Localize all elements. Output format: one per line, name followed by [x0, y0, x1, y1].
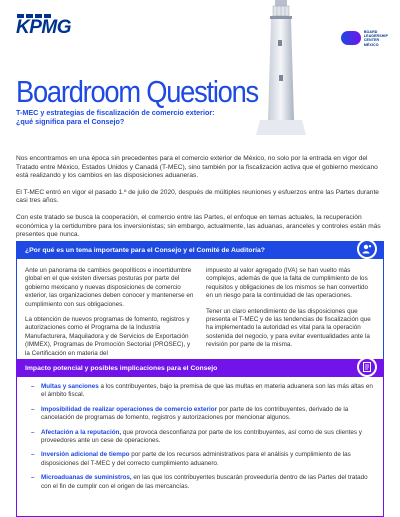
- impact-item-emphasis: Multas y sanciones: [41, 383, 99, 390]
- why-important-left-column: [25, 267, 194, 365]
- impact-item-text: por parte de los recursos administrativos para el análisis y cumplimiento de las disposiciones del T-MEC y del correcto cumplimiento aduanero.: [41, 451, 351, 467]
- body-paragraph: Tener un claro entendimiento de las disposiciones que presenta el T-MEC y de las tendencias de fiscalización que ha implementado la autoridad es vital para la operación sostenida del negocio, y para evitar eventualidades ante la revisión por parte de la misma.: [206, 307, 371, 349]
- impact-heading: Impacto potencial y posibles implicaciones para el Consejo: [25, 365, 218, 372]
- body-paragraph: La obtención de nuevos programas de fomento, registros y autorizaciones como el Programa de la Industria Manufacturera, Maquiladora y de Servicios de Exportación (IMMEX), Programas de Promoción Sectorial (PROSEC), y la Certificación en materia del: [25, 316, 191, 357]
- bullet-dash: –: [31, 383, 35, 390]
- impact-item-text: que provoca desconfianza por parte de los contribuyentes, así como de sus clientes y proveedores ante un cese de operaciones.: [41, 428, 362, 445]
- impact-item-text: por parte de los contribuyentes, derivado de la cancelación de programas de fomento, registros y autorizaciones por mencionar algunos.: [41, 405, 349, 422]
- checklist-icon: [357, 357, 377, 377]
- page-subtitle: [16, 108, 316, 126]
- impact-item-emphasis: Imposibilidad de realizar operaciones de comercio exterior: [41, 405, 218, 413]
- impact-item-text: a los contribuyentes, bajo la premisa de que las multas en materia aduanera son las más altas en el ámbito fiscal.: [41, 383, 373, 399]
- intro-paragraph: El T-MEC entró en vigor el pasado 1.º de julio de 2020, después de múltiples reuniones y esfuerzos entre las Partes durante casi tres años.: [16, 188, 379, 205]
- board-leadership-center-logo: [341, 30, 388, 47]
- impact-item-emphasis: Afectación a la reputación,: [41, 428, 122, 436]
- why-important-right-column: [206, 267, 375, 365]
- page-title: Boardroom Questions: [16, 74, 258, 109]
- intro-paragraph: Nos encontramos en una época sin precedentes para el comercio exterior de México, no solo por la entrada en vigor del Tratado entre México, Estados Unidos y Canadá (T-MEC), sino también por la fiscalización activa que el gobierno mexicano está realizando y los cambios en las disposiciones aduaneras.: [16, 155, 378, 180]
- why-important-heading: ¿Por qué es un tema importante para el Consejo y el Comité de Auditoría?: [25, 247, 265, 254]
- why-important-box: [16, 241, 384, 374]
- bullet-dash: –: [31, 405, 35, 413]
- blc-infinity-icon: [341, 31, 361, 45]
- body-paragraph: Ante un panorama de cambios geopolíticos e incertidumbre global en el que existen diversas posturas por parte del gobierno mexicano y nuevas disposiciones de comercio exterior, las organizaciones deben conocer y mantenerse en cumplimiento con sus obligaciones.: [25, 267, 194, 308]
- intro-paragraph: Con este tratado se busca la cooperación, el comercio entre las Partes, el enfoque en temas actuales, la recuperación económica y la certidumbre para los inversionistas; sin embargo, actualmente, las aduanas, aranceles y controles están más presentes que nunca.: [16, 213, 381, 239]
- people-icon: [357, 239, 377, 259]
- blc-line: LEADERSHIP: [363, 34, 388, 39]
- impact-box: [16, 359, 384, 517]
- impact-item-emphasis: Microaduanas de suministros,: [41, 474, 132, 482]
- impact-list-item: [31, 429, 373, 446]
- subtitle-line: T-MEC y estrategias de fiscalización de comercio exterior:: [16, 108, 215, 117]
- impact-list-item: [31, 383, 373, 400]
- body-paragraph: impuesto al valor agregado (IVA) se han vuelto más complejos, además de que la falta de cumplimiento de los requisitos y obligaciones de los mismos se han convertido en un riesgo para la continuidad de las operaciones.: [206, 267, 369, 300]
- bullet-dash: –: [31, 451, 35, 459]
- impact-list-item: [31, 474, 373, 491]
- impact-list-item: [31, 406, 373, 423]
- kpmg-logo: [16, 14, 71, 38]
- impact-heading-bar: [17, 360, 383, 377]
- bullet-dash: –: [31, 474, 35, 482]
- subtitle-line: ¿qué significa para el Consejo?: [16, 117, 125, 126]
- impact-list-item: [31, 451, 373, 468]
- blc-line: MÉXICO: [363, 42, 379, 47]
- bullet-dash: –: [31, 428, 35, 436]
- blc-line: CENTER: [363, 38, 380, 43]
- blc-line: BOARD: [363, 30, 378, 34]
- impact-item-text: en las que los contribuyentes buscarán proveeduría dentro de las Partes del tratado con el fin de cumplir con el origen de las mercancías.: [41, 474, 368, 490]
- document-header: [0, 0, 400, 150]
- impact-list: [17, 377, 383, 491]
- kpmg-logo-text: KPMG: [16, 17, 71, 38]
- intro-section: [16, 155, 384, 248]
- impact-item-emphasis: Inversión adicional de tiempo: [41, 451, 130, 459]
- why-important-heading-bar: [17, 242, 383, 259]
